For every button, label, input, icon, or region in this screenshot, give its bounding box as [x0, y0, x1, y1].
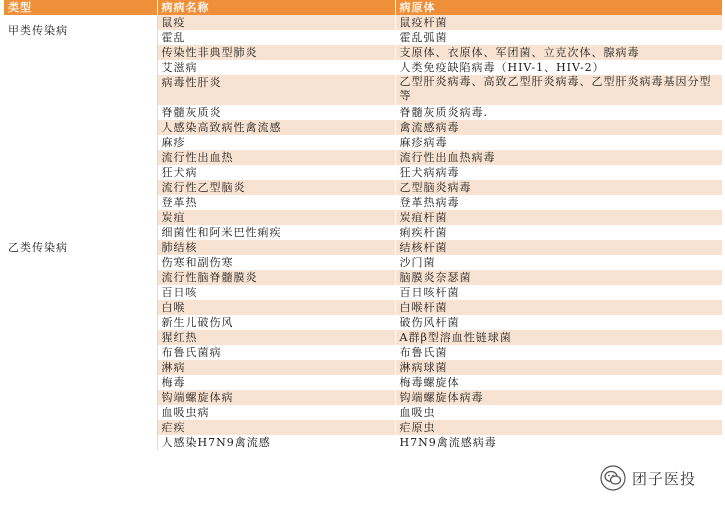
category-cell — [4, 45, 157, 450]
category-label: 乙类传染病 — [8, 241, 68, 254]
pathogen-cell: 沙门菌 — [395, 255, 722, 270]
disease-name-cell: 病毒性肝炎 — [157, 75, 395, 105]
disease-name-cell: 传染性非典型肺炎 — [157, 45, 395, 60]
pathogen-cell: 霍乱弧菌 — [395, 30, 722, 45]
pathogen-cell: 疟原虫 — [395, 420, 722, 435]
disease-name-cell: 艾滋病 — [157, 60, 395, 75]
pathogen-cell: 登革热病毒 — [395, 195, 722, 210]
pathogen-cell: 乙型肝炎病毒、高致乙型肝炎病毒、乙型肝炎病毒基因分型等 — [395, 75, 722, 105]
pathogen-cell: 脑膜炎奈瑟菌 — [395, 270, 722, 285]
header-pathogen: 病原体 — [395, 0, 722, 15]
disease-name-cell: 脊髓灰质炎 — [157, 105, 395, 120]
pathogen-cell: 炭疽杆菌 — [395, 210, 722, 225]
pathogen-cell: 百日咳杆菌 — [395, 285, 722, 300]
pathogen-cell: A群β型溶血性链球菌 — [395, 330, 722, 345]
pathogen-cell: 鼠疫杆菌 — [395, 15, 722, 30]
header-category: 类型 — [4, 0, 157, 15]
pathogen-cell: 脊髓灰质炎病毒. — [395, 105, 722, 120]
pathogen-cell: 白喉杆菌 — [395, 300, 722, 315]
disease-name-cell: 白喉 — [157, 300, 395, 315]
disease-name-cell: 人感染高致病性禽流感 — [157, 120, 395, 135]
pathogen-cell: 流行性出血热病毒 — [395, 150, 722, 165]
pathogen-cell: 布鲁氏菌 — [395, 345, 722, 360]
table-row — [4, 45, 722, 60]
disease-name-cell: 伤寒和副伤寒 — [157, 255, 395, 270]
disease-name-cell: 人感染H7N9禽流感 — [157, 435, 395, 450]
pathogen-cell: 结核杆菌 — [395, 240, 722, 255]
disease-name-cell: 炭疽 — [157, 210, 395, 225]
pathogen-cell: 破伤风杆菌 — [395, 315, 722, 330]
disease-name-cell: 梅毒 — [157, 375, 395, 390]
disease-name-cell: 登革热 — [157, 195, 395, 210]
pathogen-cell: 禽流感病毒 — [395, 120, 722, 135]
disease-name-cell: 狂犬病 — [157, 165, 395, 180]
document-page — [4, 0, 722, 508]
watermark-text: 团子医投 — [632, 469, 697, 488]
disease-name-cell: 血吸虫病 — [157, 405, 395, 420]
disease-name-cell: 淋病 — [157, 360, 395, 375]
disease-name-cell: 鼠疫 — [157, 15, 395, 30]
disease-name-cell: 流行性脑脊髓膜炎 — [157, 270, 395, 285]
category-cell — [4, 15, 157, 45]
disease-name-cell: 疟疾 — [157, 420, 395, 435]
disease-name-cell: 霍乱 — [157, 30, 395, 45]
pathogen-cell: H7N9禽流感病毒 — [395, 435, 722, 450]
pathogen-cell: 人类免疫缺陷病毒（HIV-1、HIV-2） — [395, 60, 722, 75]
pathogen-cell: 乙型脑炎病毒 — [395, 180, 722, 195]
header-disease-name: 病病名称 — [157, 0, 395, 15]
pathogen-cell: 梅毒螺旋体 — [395, 375, 722, 390]
disease-name-cell: 流行性出血热 — [157, 150, 395, 165]
pathogen-cell: 淋病球菌 — [395, 360, 722, 375]
disease-name-cell: 布鲁氏菌病 — [157, 345, 395, 360]
disease-table — [4, 0, 722, 450]
disease-name-cell: 麻疹 — [157, 135, 395, 150]
wechat-icon — [600, 465, 626, 491]
pathogen-cell: 狂犬病病毒 — [395, 165, 722, 180]
pathogen-cell: 支原体、衣原体、军团菌、立克次体、腺病毒 — [395, 45, 722, 60]
disease-name-cell: 百日咳 — [157, 285, 395, 300]
pathogen-cell: 痢疾杆菌 — [395, 225, 722, 240]
pathogen-cell: 钩端螺旋体病毒 — [395, 390, 722, 405]
disease-name-cell: 细菌性和阿米巴性痢疾 — [157, 225, 395, 240]
disease-name-cell: 钩端螺旋体病 — [157, 390, 395, 405]
table-header-row — [4, 0, 722, 15]
disease-name-cell: 新生儿破伤风 — [157, 315, 395, 330]
table-body — [4, 15, 722, 450]
disease-name-cell: 流行性乙型脑炎 — [157, 180, 395, 195]
category-label: 甲类传染病 — [8, 23, 68, 37]
watermark — [600, 465, 696, 491]
pathogen-cell: 麻疹病毒 — [395, 135, 722, 150]
pathogen-cell: 血吸虫 — [395, 405, 722, 420]
disease-name-cell: 肺结核 — [157, 240, 395, 255]
table-row — [4, 15, 722, 30]
disease-name-cell: 猩红热 — [157, 330, 395, 345]
